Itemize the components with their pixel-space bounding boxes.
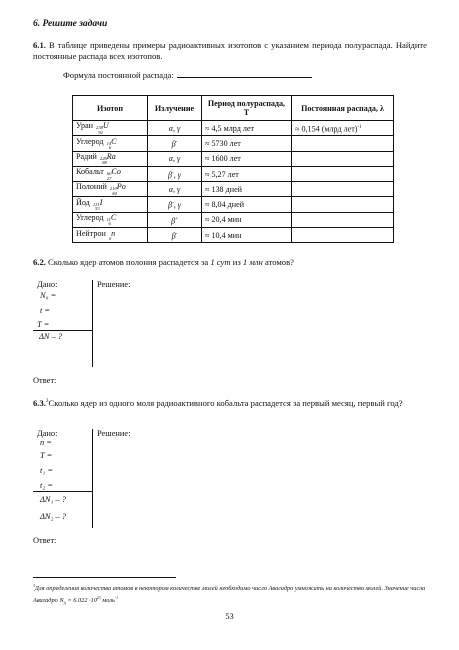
table-row xyxy=(73,182,394,197)
col-header-decay-constant: Постоянная распада, λ xyxy=(292,96,394,121)
isotope-cell xyxy=(73,121,148,136)
radiation-cell: α, γ xyxy=(148,121,202,136)
isotope-symbol: I xyxy=(99,197,103,207)
isotope-symbol: U xyxy=(102,121,109,131)
decay-constant-cell[interactable] xyxy=(292,197,394,212)
half-life-cell: ≈ 4,5 млрд лет xyxy=(202,121,292,136)
given-t2[interactable]: t₂ = xyxy=(40,481,53,490)
formula-prompt: Формула постоянной распада: xyxy=(63,70,312,81)
given-T[interactable]: T = xyxy=(37,320,50,329)
isotope-symbol: n xyxy=(111,229,116,239)
task-6-3-text: 6.3.$^3$Сколько ядер из одного моля радиоактивного кобальта распадется за первый месяц, первый год? xyxy=(33,397,403,408)
given-T[interactable]: T = xyxy=(40,451,53,460)
isotope-cell xyxy=(73,197,148,212)
given-n[interactable]: n = xyxy=(40,438,52,447)
solution-label: Решение: xyxy=(97,280,131,289)
table-row xyxy=(73,212,394,227)
isotope-name: Углерод xyxy=(76,136,104,146)
section-title: 6. Решите задачи xyxy=(33,19,108,29)
nuclide-indices: 210 84 xyxy=(109,186,117,196)
isotope-symbol: Ra xyxy=(106,151,116,161)
radiation-cell: β-, γ xyxy=(148,166,202,181)
nuclide-indices: 238 92 xyxy=(96,125,103,135)
find-delta-n2: ΔN₂ – ? xyxy=(40,512,66,521)
given-t1[interactable]: t₁ = xyxy=(40,466,53,475)
decay-constant-cell[interactable] xyxy=(292,151,394,166)
nuclide-indices: 60 27 xyxy=(106,171,112,181)
isotope-symbol: C xyxy=(111,136,117,146)
answer-label-6-2[interactable]: Ответ: xyxy=(33,376,57,385)
col-header-radiation: Излучение xyxy=(148,96,202,121)
decay-constant-cell[interactable] xyxy=(292,166,394,181)
isotope-symbol: C xyxy=(110,213,117,223)
radiation-cell: β- xyxy=(148,136,202,151)
given-label: Дано: xyxy=(37,280,58,289)
nuclide-indices: 11 6 xyxy=(106,217,111,227)
col-header-isotope: Изотоп xyxy=(73,96,148,121)
table-row xyxy=(73,228,394,243)
half-life-cell: ≈ 10,4 мин xyxy=(202,228,292,243)
nuclide-indices: 131 53 xyxy=(92,201,100,212)
given-separator xyxy=(33,330,92,331)
radiation-cell: β+ xyxy=(148,212,202,227)
isotope-name: Йод xyxy=(76,197,90,207)
half-life-cell: ≈ 20,4 мин xyxy=(202,212,292,227)
nuclide-indices: 226 88 xyxy=(99,155,107,166)
radiation-cell: β- xyxy=(148,228,202,243)
given-n0[interactable]: N₀ = xyxy=(40,291,57,300)
decay-constant-cell[interactable] xyxy=(292,136,394,151)
radiation-cell: β-, γ xyxy=(148,197,202,212)
table-row xyxy=(73,197,394,212)
task-number: 6.1. xyxy=(33,40,46,50)
table-header-row xyxy=(73,96,394,121)
decay-constant-cell[interactable] xyxy=(292,212,394,227)
isotope-name: Радий xyxy=(76,151,97,161)
radiation-cell: α, γ xyxy=(148,151,202,166)
isotope-name: Кобальт xyxy=(76,167,104,177)
nuclide-indices: 14 6 xyxy=(106,140,112,150)
isotope-cell xyxy=(73,151,148,166)
given-t[interactable]: t = xyxy=(40,306,51,315)
table-row xyxy=(73,121,394,136)
isotope-cell xyxy=(73,212,148,227)
isotope-symbol: Co xyxy=(111,167,121,177)
table-row xyxy=(73,166,394,181)
footnote-rule xyxy=(33,577,176,578)
half-life-cell: ≈ 8,04 дней xyxy=(202,197,292,212)
decay-constant-cell[interactable] xyxy=(292,182,394,197)
table-row xyxy=(73,151,394,166)
isotope-name: Уран xyxy=(76,121,93,131)
footnote: $^3$Для определения количества атомов в некотором количестве молей необходимо число Авагадро умножить на количество молей. Значение числа Авагадро $N_A = 6.022 \cdot 10^{23}$ моль$^{-1}$ xyxy=(33,584,426,606)
formula-answer-line[interactable] xyxy=(177,77,312,78)
isotope-name: Полоний xyxy=(76,182,107,192)
isotope-cell xyxy=(73,182,148,197)
isotope-cell xyxy=(73,166,148,181)
decay-constant-cell[interactable] xyxy=(292,228,394,243)
table-row xyxy=(73,136,394,151)
isotope-name: Углерод xyxy=(76,213,104,223)
isotope-cell xyxy=(73,136,148,151)
nuclide-indices: 0 xyxy=(108,236,112,242)
decay-constant-cell[interactable]: ≈ 0,154 (млрд лет)$^{-1}$ xyxy=(292,121,394,136)
half-life-cell: ≈ 138 дней xyxy=(202,182,292,197)
isotope-table xyxy=(72,95,394,243)
half-life-cell: ≈ 5730 лет xyxy=(202,136,292,151)
half-life-cell: ≈ 1600 лет xyxy=(202,151,292,166)
task-text: В таблице приведены примеры радиоактивных изотопов с указанием периода полураспада. Найдите постоянные распада всех изотопов. xyxy=(33,40,427,62)
isotope-name: Нейтрон xyxy=(76,229,106,239)
page-number: 53 xyxy=(225,612,234,621)
find-delta-n: ΔN – ? xyxy=(39,332,63,341)
radiation-cell: α, γ xyxy=(148,182,202,197)
task-6-1-text xyxy=(33,40,427,62)
half-life-cell: ≈ 5,27 лет xyxy=(202,166,292,181)
given-label: Дано: xyxy=(37,429,58,438)
given-separator xyxy=(33,491,92,492)
col-header-half-life: Период полураспада, T xyxy=(202,96,292,121)
answer-label-6-3[interactable]: Ответ: xyxy=(33,536,57,545)
isotope-symbol: Po xyxy=(116,182,126,192)
task-6-2-text: 6.2. Сколько ядер атомов полония распадется за 1 сут из 1 млн атомов? xyxy=(33,257,294,267)
find-delta-n1: ΔN₁ – ? xyxy=(40,495,66,504)
footnote-ref: 3 xyxy=(45,398,49,404)
solution-label: Решение: xyxy=(97,429,131,438)
isotope-cell xyxy=(73,228,148,243)
